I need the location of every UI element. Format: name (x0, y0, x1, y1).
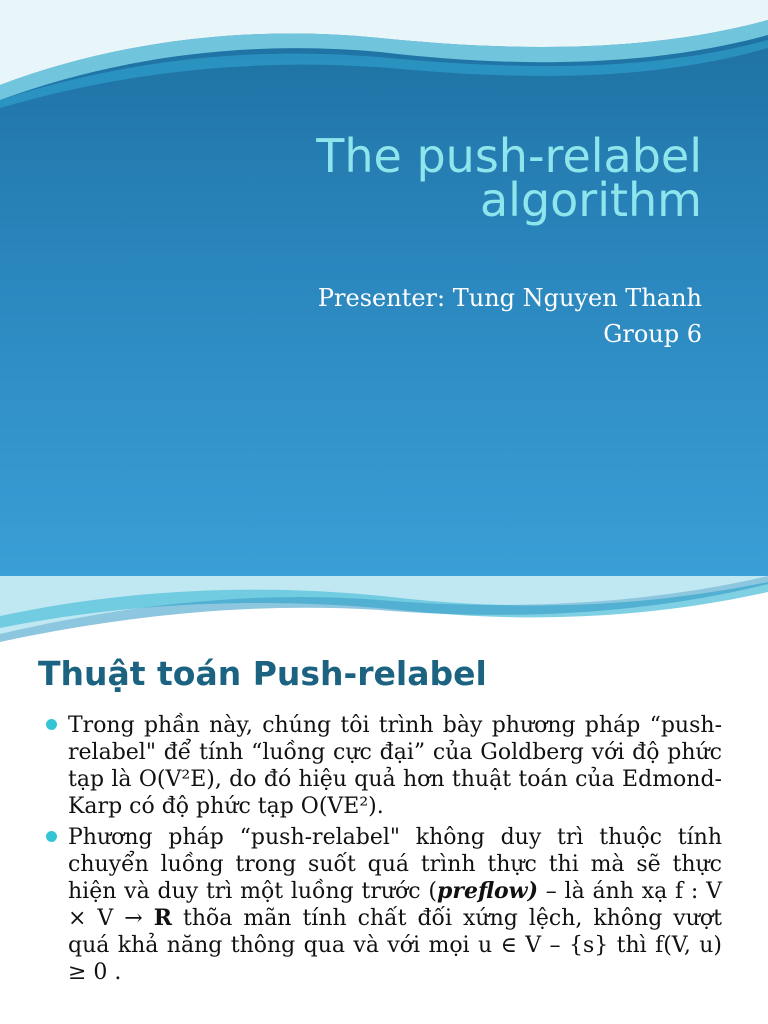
slide-subtitle (82, 280, 702, 352)
real-number-symbol: R (153, 905, 172, 931)
content-slide (0, 576, 768, 1024)
bullet-list (46, 712, 722, 990)
bullet-dot-icon (46, 719, 57, 730)
slide-title (102, 129, 702, 227)
presenter-text: Presenter: Tung Nguyen Thanh (317, 284, 702, 312)
bullet-dot-icon (46, 831, 57, 842)
wave-decoration (0, 0, 768, 110)
bullet-text-part: – là ánh xạ f : V × V → (68, 879, 722, 931)
list-item (46, 824, 722, 986)
group-text: Group 6 (603, 320, 702, 348)
content-title: Thuật toán Push-relabel (38, 654, 487, 693)
list-item (46, 712, 722, 820)
bullet-text-part: thõa mãn tính chất đối xứng lệch, không vượt quá khả năng thông qua và với mọi u ∈ V – {s} thì f(V, u) ≥ 0 . (68, 906, 722, 985)
bullet-text: Trong phần này, chúng tôi trình bày phương pháp “push-relabel" để tính “luồng cực đại” của Goldberg với độ phức tạp là O(V²E), do đó hiệu quả hơn thuật toán của Edmond-Karp có độ phức tạp O(VE²). (68, 713, 722, 819)
title-line-1: The push-relabel (316, 129, 702, 183)
bullet-text-part: Phương pháp “push-relabel" không duy trì thuộc tính chuyển luồng trong suốt quá trình thực thi mà sẽ thực hiện và duy trì một luồng trước ( (68, 825, 722, 904)
wave-decoration (0, 576, 768, 646)
title-line-2: algorithm (479, 173, 702, 227)
preflow-term: preflow) (436, 878, 538, 904)
